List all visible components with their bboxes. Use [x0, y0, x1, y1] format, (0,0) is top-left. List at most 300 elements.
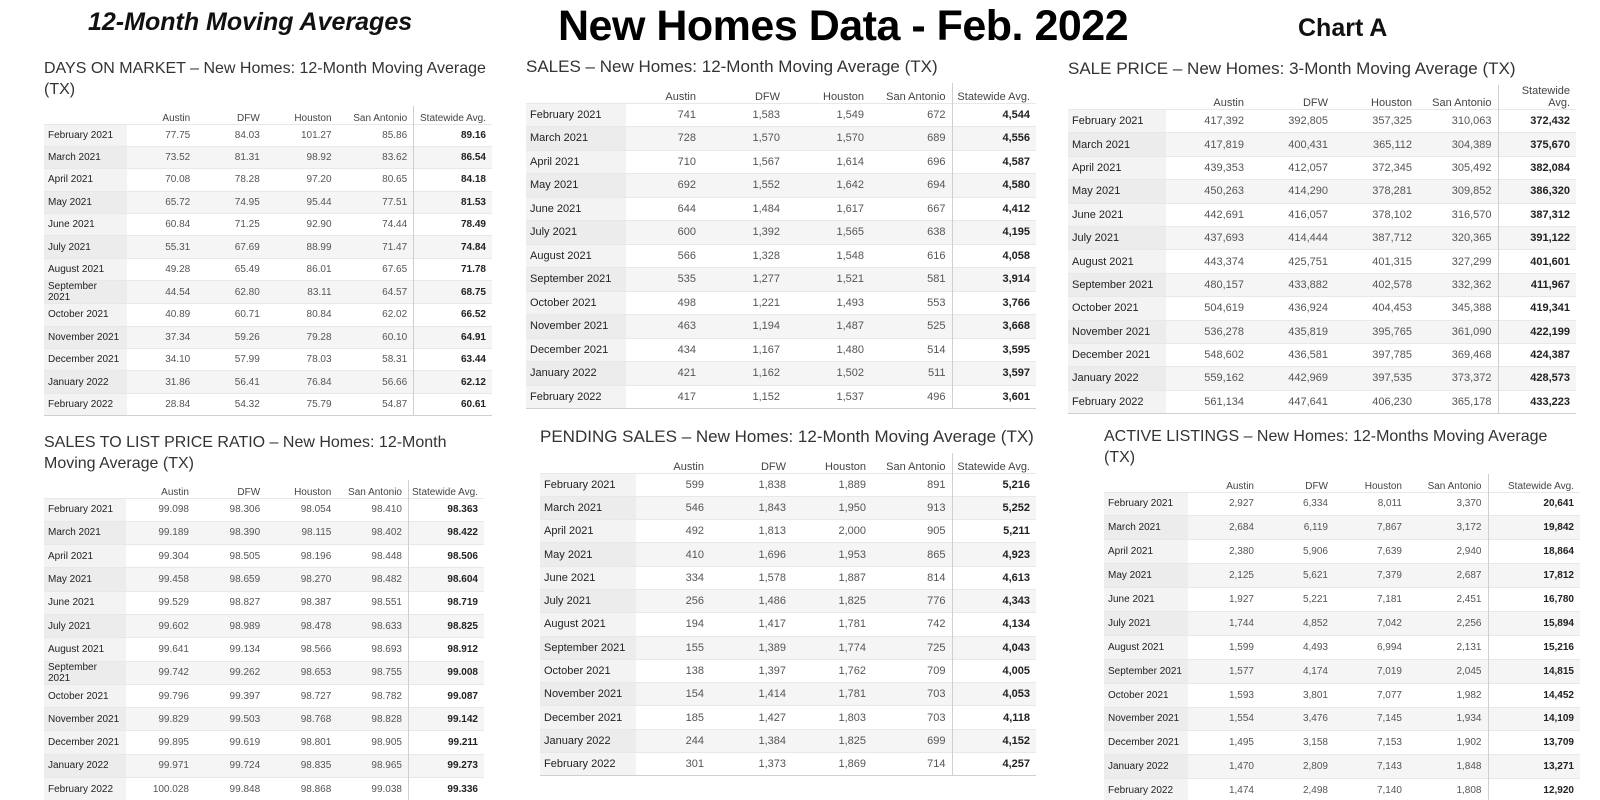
statewide-cell: 64.91 — [414, 326, 492, 348]
data-cell: 814 — [872, 566, 952, 589]
data-cell: 85.86 — [338, 124, 414, 146]
data-cell: 28.84 — [127, 393, 197, 415]
table-row — [44, 684, 484, 707]
row-label: October 2021 — [540, 659, 636, 682]
row-label: December 2021 — [1068, 343, 1166, 366]
data-cell: 1,774 — [792, 636, 872, 659]
statewide-cell: 98.825 — [408, 614, 484, 637]
row-label: February 2022 — [1104, 779, 1188, 800]
statewide-cell: 3,595 — [952, 338, 1036, 362]
statewide-cell: 401,601 — [1498, 250, 1576, 273]
statewide-cell: 3,766 — [952, 291, 1036, 315]
column-header: San Antonio — [1427, 480, 1482, 492]
statewide-cell: 4,923 — [952, 543, 1036, 566]
table-row — [44, 371, 492, 393]
data-cell: 638 — [870, 221, 952, 245]
data-cell: 1,392 — [702, 221, 786, 245]
table-row — [1068, 203, 1576, 226]
data-cell: 498 — [626, 291, 702, 315]
data-cell: 492 — [636, 520, 710, 543]
data-cell: 98.828 — [337, 708, 408, 731]
data-cell: 7,867 — [1334, 516, 1408, 540]
data-cell: 709 — [872, 659, 952, 682]
statewide-cell: 3,668 — [952, 315, 1036, 339]
data-cell: 80.84 — [266, 304, 338, 326]
table-row — [1068, 320, 1576, 343]
data-cell: 70.08 — [127, 169, 197, 191]
row-label: March 2021 — [1068, 133, 1166, 156]
data-cell: 2,498 — [1260, 779, 1334, 800]
row-label: August 2021 — [526, 244, 626, 268]
row-label: April 2021 — [1104, 540, 1188, 564]
data-cell: 185 — [636, 706, 710, 729]
data-cell: 1,537 — [786, 385, 870, 409]
data-cell: 672 — [870, 103, 952, 127]
data-cell: 357,325 — [1334, 110, 1418, 133]
table-row — [1104, 755, 1580, 779]
data-cell: 88.99 — [266, 236, 338, 258]
data-cell: 365,178 — [1418, 390, 1498, 413]
data-cell: 1,825 — [792, 729, 872, 752]
data-cell: 154 — [636, 683, 710, 706]
statewide-cell: 14,815 — [1488, 659, 1580, 683]
data-cell: 1,328 — [702, 244, 786, 268]
data-cell: 1,397 — [710, 659, 792, 682]
data-cell: 1,848 — [1408, 755, 1488, 779]
table-row — [44, 326, 492, 348]
data-cell: 7,181 — [1334, 588, 1408, 612]
data-cell: 309,852 — [1418, 180, 1498, 203]
row-label: October 2021 — [1104, 683, 1188, 707]
table-row — [1068, 180, 1576, 203]
data-cell: 435,819 — [1250, 320, 1334, 343]
table-title: SALE PRICE – New Homes: 3-Month Moving Average (TX) — [1068, 59, 1516, 78]
statewide-cell: 3,601 — [952, 385, 1036, 409]
data-cell: 55.31 — [127, 236, 197, 258]
column-header: Houston — [294, 486, 332, 498]
panel-sale-price — [1068, 58, 1576, 414]
data-cell: 65.49 — [196, 258, 266, 280]
row-label: May 2021 — [526, 174, 626, 198]
column-header: Statewide Avg. — [952, 83, 1036, 103]
table-row — [44, 638, 484, 661]
data-cell: 1,493 — [786, 291, 870, 315]
data-table — [1104, 474, 1580, 800]
row-label: February 2021 — [540, 473, 636, 496]
data-cell: 1,570 — [786, 127, 870, 151]
table-row — [44, 281, 492, 304]
data-cell: 439,353 — [1166, 156, 1250, 179]
data-cell: 447,641 — [1250, 390, 1334, 413]
row-label: September 2021 — [1104, 659, 1188, 683]
row-label: July 2021 — [540, 589, 636, 612]
table-row — [44, 304, 492, 326]
table-row — [44, 591, 484, 614]
data-cell: 3,801 — [1260, 683, 1334, 707]
row-label: May 2021 — [44, 191, 127, 213]
row-label: July 2021 — [526, 221, 626, 245]
data-cell: 98.551 — [337, 591, 408, 614]
statewide-cell: 89.16 — [414, 124, 492, 146]
data-cell: 99.796 — [126, 684, 195, 707]
statewide-cell: 372,432 — [1498, 110, 1576, 133]
column-header: San Antonio — [886, 90, 946, 103]
data-cell: 397,535 — [1334, 367, 1418, 390]
statewide-cell: 4,556 — [952, 127, 1036, 151]
data-cell: 99.895 — [126, 731, 195, 754]
statewide-cell: 62.12 — [414, 371, 492, 393]
table-row — [540, 636, 1036, 659]
data-cell: 1,593 — [1188, 683, 1260, 707]
data-cell: 62.02 — [338, 304, 414, 326]
row-label: November 2021 — [540, 683, 636, 706]
column-header: Houston — [294, 112, 332, 124]
data-table — [44, 480, 484, 800]
data-cell: 99.304 — [126, 545, 195, 568]
row-label: November 2021 — [526, 315, 626, 339]
statewide-cell: 98.506 — [408, 545, 484, 568]
data-cell: 99.134 — [195, 638, 266, 661]
data-cell: 416,057 — [1250, 203, 1334, 226]
table-row — [526, 127, 1036, 151]
data-cell: 316,570 — [1418, 203, 1498, 226]
data-cell: 98.270 — [266, 568, 337, 591]
data-cell: 1,869 — [792, 753, 872, 776]
row-label: February 2021 — [526, 103, 626, 127]
data-cell: 1,781 — [792, 683, 872, 706]
statewide-cell: 4,058 — [952, 244, 1036, 268]
data-cell: 98.755 — [337, 661, 408, 684]
column-header: Houston — [823, 90, 864, 103]
data-cell: 99.038 — [337, 778, 408, 800]
data-cell: 99.641 — [126, 638, 195, 661]
statewide-cell: 98.363 — [408, 498, 484, 521]
statewide-cell: 375,670 — [1498, 133, 1576, 156]
statewide-cell: 60.61 — [414, 393, 492, 415]
data-cell: 437,693 — [1166, 226, 1250, 249]
data-cell: 3,172 — [1408, 516, 1488, 540]
row-label: November 2021 — [44, 326, 127, 348]
data-cell: 725 — [872, 636, 952, 659]
column-header — [540, 453, 636, 473]
data-table — [526, 83, 1036, 409]
row-label: October 2021 — [526, 291, 626, 315]
data-cell: 98.905 — [337, 731, 408, 754]
table-row — [1068, 133, 1576, 156]
data-cell: 100.028 — [126, 778, 195, 800]
table-row — [1104, 611, 1580, 635]
statewide-cell: 86.54 — [414, 146, 492, 168]
column-header — [526, 83, 626, 103]
data-cell: 442,969 — [1250, 367, 1334, 390]
statewide-cell: 81.53 — [414, 191, 492, 213]
data-cell: 98.402 — [337, 521, 408, 544]
data-cell: 433,882 — [1250, 273, 1334, 296]
data-cell: 83.62 — [338, 146, 414, 168]
data-cell: 75.79 — [266, 393, 338, 415]
header-row — [526, 83, 1036, 103]
table-row — [526, 385, 1036, 409]
panel-active-listings — [1104, 426, 1580, 800]
statewide-cell: 68.75 — [414, 281, 492, 304]
row-label: May 2021 — [1068, 180, 1166, 203]
data-cell: 548,602 — [1166, 343, 1250, 366]
statewide-cell: 4,587 — [952, 150, 1036, 174]
row-label: June 2021 — [526, 197, 626, 221]
column-header: Statewide Avg. — [952, 453, 1036, 473]
column-header: DFW — [1302, 97, 1328, 109]
data-cell: 2,131 — [1408, 635, 1488, 659]
row-label: January 2022 — [44, 754, 126, 777]
panel-sales-to-list-ratio — [44, 432, 484, 800]
data-cell: 2,687 — [1408, 564, 1488, 588]
data-cell: 6,334 — [1260, 492, 1334, 516]
data-cell: 443,374 — [1166, 250, 1250, 273]
data-cell: 3,158 — [1260, 731, 1334, 755]
table-row — [1104, 779, 1580, 800]
data-cell: 525 — [870, 315, 952, 339]
data-cell: 98.478 — [266, 614, 337, 637]
data-cell: 60.10 — [338, 326, 414, 348]
header-row — [540, 453, 1036, 473]
data-cell: 1,152 — [702, 385, 786, 409]
data-cell: 3,370 — [1408, 492, 1488, 516]
data-cell: 99.458 — [126, 568, 195, 591]
table-row — [44, 258, 492, 280]
data-cell: 98.115 — [266, 521, 337, 544]
data-cell: 98.306 — [195, 498, 266, 521]
table-title: PENDING SALES – New Homes: 12-Month Moving Average (TX) — [540, 427, 1034, 446]
data-cell: 98.768 — [266, 708, 337, 731]
data-cell: 155 — [636, 636, 710, 659]
data-cell: 8,011 — [1334, 492, 1408, 516]
data-cell: 1,781 — [792, 613, 872, 636]
data-cell: 99.098 — [126, 498, 195, 521]
data-cell: 1,953 — [792, 543, 872, 566]
column-header: Austin — [673, 460, 704, 473]
data-cell: 64.57 — [338, 281, 414, 304]
table-row — [44, 545, 484, 568]
data-cell: 97.20 — [266, 169, 338, 191]
data-cell: 480,157 — [1166, 273, 1250, 296]
row-label: March 2021 — [540, 496, 636, 519]
statewide-cell: 17,812 — [1488, 564, 1580, 588]
statewide-cell: 99.008 — [408, 661, 484, 684]
data-cell: 776 — [872, 589, 952, 612]
data-cell: 327,299 — [1418, 250, 1498, 273]
statewide-cell: 428,573 — [1498, 367, 1576, 390]
row-label: June 2021 — [44, 214, 127, 236]
data-cell: 7,077 — [1334, 683, 1408, 707]
row-label: August 2021 — [44, 638, 126, 661]
data-cell: 79.28 — [266, 326, 338, 348]
column-header: DFW — [754, 90, 780, 103]
data-cell: 7,019 — [1334, 659, 1408, 683]
header-row — [1104, 474, 1580, 492]
table-title: SALES TO LIST PRICE RATIO – New Homes: 12-Month Moving Average (TX) — [44, 434, 447, 472]
row-label: February 2022 — [526, 385, 626, 409]
table-row — [44, 146, 492, 168]
row-label: March 2021 — [44, 521, 126, 544]
data-cell: 1,389 — [710, 636, 792, 659]
table-row — [526, 150, 1036, 174]
data-cell: 98.653 — [266, 661, 337, 684]
row-label: July 2021 — [1068, 226, 1166, 249]
row-label: December 2021 — [526, 338, 626, 362]
data-cell: 73.52 — [127, 146, 197, 168]
header-row — [44, 480, 484, 498]
row-label: March 2021 — [44, 146, 127, 168]
data-cell: 1,982 — [1408, 683, 1488, 707]
row-label: May 2021 — [540, 543, 636, 566]
row-label: September 2021 — [526, 268, 626, 292]
data-cell: 1,578 — [710, 566, 792, 589]
data-cell: 99.848 — [195, 778, 266, 800]
table-row — [540, 706, 1036, 729]
row-label: February 2021 — [44, 124, 127, 146]
data-cell: 1,567 — [702, 150, 786, 174]
data-cell: 703 — [872, 706, 952, 729]
data-cell: 98.835 — [266, 754, 337, 777]
data-cell: 98.505 — [195, 545, 266, 568]
table-row — [44, 614, 484, 637]
row-label: December 2021 — [44, 731, 126, 754]
column-header: Houston — [825, 460, 866, 473]
column-header: Statewide Avg. — [1498, 85, 1576, 110]
data-cell: 7,153 — [1334, 731, 1408, 755]
statewide-cell: 78.49 — [414, 214, 492, 236]
column-header: Houston — [1371, 97, 1412, 109]
data-cell: 310,063 — [1418, 110, 1498, 133]
data-cell: 2,380 — [1188, 540, 1260, 564]
statewide-cell: 14,109 — [1488, 707, 1580, 731]
panel-sales — [526, 56, 1036, 409]
panel-days-on-market — [44, 58, 492, 416]
data-cell: 1,373 — [710, 753, 792, 776]
row-label: October 2021 — [44, 304, 127, 326]
table-row — [526, 103, 1036, 127]
data-cell: 434 — [626, 338, 702, 362]
data-cell: 742 — [872, 613, 952, 636]
data-cell: 7,042 — [1334, 611, 1408, 635]
data-cell: 98.782 — [337, 684, 408, 707]
statewide-cell: 98.912 — [408, 638, 484, 661]
data-cell: 77.51 — [338, 191, 414, 213]
data-cell: 1,384 — [710, 729, 792, 752]
data-cell: 891 — [872, 473, 952, 496]
data-cell: 320,365 — [1418, 226, 1498, 249]
row-label: January 2022 — [526, 362, 626, 386]
data-cell: 67.65 — [338, 258, 414, 280]
table-row — [1104, 492, 1580, 516]
row-label: October 2021 — [44, 684, 126, 707]
statewide-cell: 424,387 — [1498, 343, 1576, 366]
data-cell: 1,762 — [792, 659, 872, 682]
table-row — [44, 498, 484, 521]
row-label: April 2021 — [526, 150, 626, 174]
data-cell: 1,548 — [786, 244, 870, 268]
row-label: April 2021 — [540, 520, 636, 543]
data-cell: 535 — [626, 268, 702, 292]
chart-label: Chart A — [1298, 14, 1388, 42]
table-row — [540, 683, 1036, 706]
data-cell: 101.27 — [266, 124, 338, 146]
table-row — [1068, 273, 1576, 296]
statewide-cell: 4,152 — [952, 729, 1036, 752]
row-label: December 2021 — [1104, 731, 1188, 755]
data-cell: 728 — [626, 127, 702, 151]
data-cell: 1,552 — [702, 174, 786, 198]
column-header — [44, 480, 126, 498]
data-cell: 7,140 — [1334, 779, 1408, 800]
table-row — [540, 566, 1036, 589]
data-cell: 2,256 — [1408, 611, 1488, 635]
data-cell: 378,102 — [1334, 203, 1418, 226]
data-cell: 98.196 — [266, 545, 337, 568]
data-cell: 2,684 — [1188, 516, 1260, 540]
data-cell: 1,902 — [1408, 731, 1488, 755]
data-cell: 54.87 — [338, 393, 414, 415]
data-cell: 80.65 — [338, 169, 414, 191]
data-cell: 392,805 — [1250, 110, 1334, 133]
data-cell: 1,813 — [710, 520, 792, 543]
data-cell: 98.727 — [266, 684, 337, 707]
statewide-cell: 20,641 — [1488, 492, 1580, 516]
row-label: July 2021 — [44, 614, 126, 637]
row-label: September 2021 — [44, 661, 126, 684]
table-row — [1104, 540, 1580, 564]
data-cell: 98.410 — [337, 498, 408, 521]
row-label: February 2022 — [1068, 390, 1166, 413]
data-cell: 5,221 — [1260, 588, 1334, 612]
statewide-cell: 99.142 — [408, 708, 484, 731]
data-cell: 496 — [870, 385, 952, 409]
statewide-cell: 99.211 — [408, 731, 484, 754]
statewide-cell: 433,223 — [1498, 390, 1576, 413]
data-cell: 417,819 — [1166, 133, 1250, 156]
data-cell: 616 — [870, 244, 952, 268]
table-row — [1104, 564, 1580, 588]
data-cell: 1,521 — [786, 268, 870, 292]
data-cell: 34.10 — [127, 349, 197, 371]
table-row — [44, 568, 484, 591]
data-cell: 4,852 — [1260, 611, 1334, 635]
data-cell: 2,940 — [1408, 540, 1488, 564]
statewide-cell: 4,343 — [952, 589, 1036, 612]
data-cell: 81.31 — [196, 146, 266, 168]
table-row — [540, 496, 1036, 519]
data-cell: 1,808 — [1408, 779, 1488, 800]
data-cell: 692 — [626, 174, 702, 198]
table-row — [44, 169, 492, 191]
row-label: July 2021 — [1104, 611, 1188, 635]
data-cell: 58.31 — [338, 349, 414, 371]
statewide-cell: 4,118 — [952, 706, 1036, 729]
statewide-cell: 98.604 — [408, 568, 484, 591]
data-cell: 67.69 — [196, 236, 266, 258]
row-label: February 2022 — [44, 393, 127, 415]
column-header: Statewide Avg. — [1488, 474, 1580, 492]
table-row — [1104, 659, 1580, 683]
statewide-cell: 98.719 — [408, 591, 484, 614]
table-row — [540, 520, 1036, 543]
statewide-cell: 4,257 — [952, 753, 1036, 776]
column-header: DFW — [237, 486, 261, 498]
data-cell: 1,577 — [1188, 659, 1260, 683]
data-cell: 78.28 — [196, 169, 266, 191]
data-cell: 77.75 — [127, 124, 197, 146]
data-cell: 92.90 — [266, 214, 338, 236]
